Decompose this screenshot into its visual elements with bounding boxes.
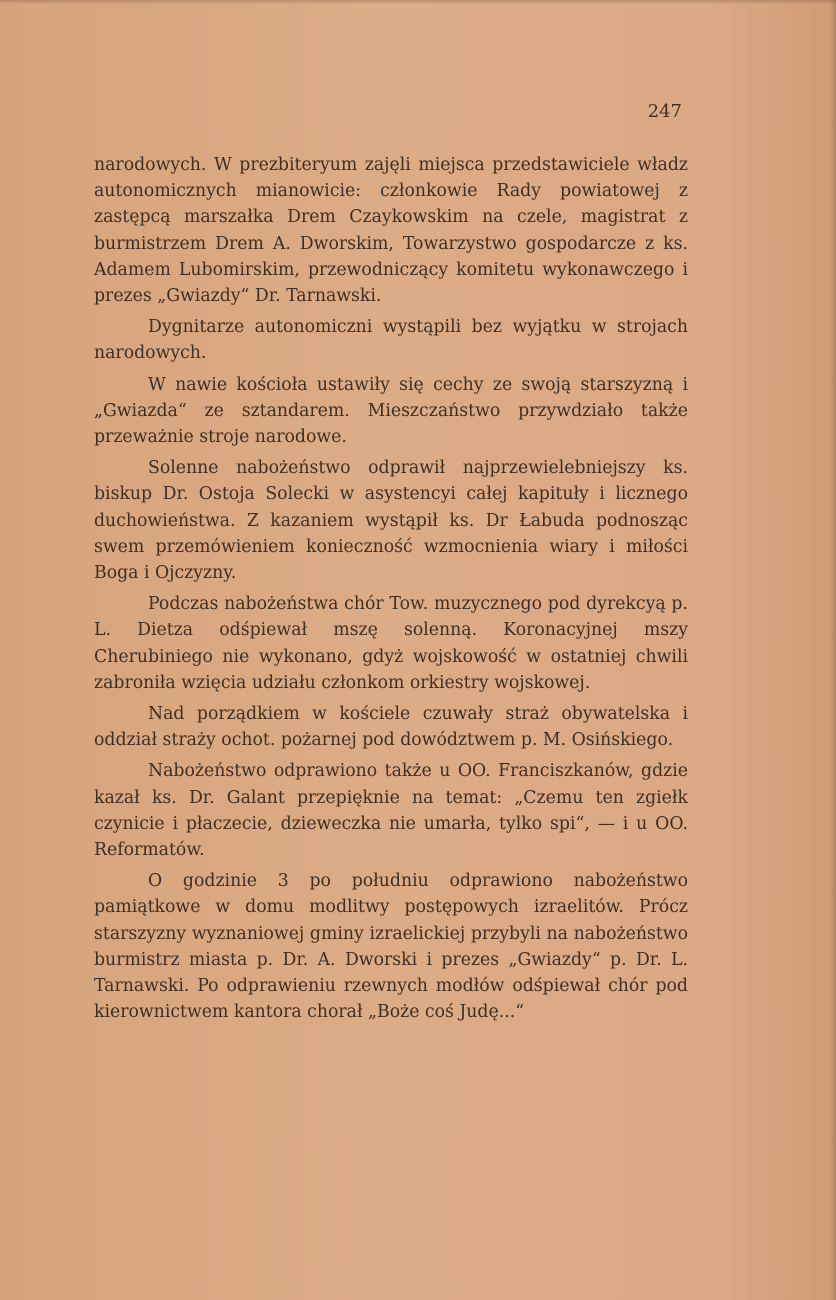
- page-top-shadow: [0, 0, 836, 4]
- paragraph-5: Podczas nabożeństwa chór Tow. muzycznego pod dyrekcyą p. L. Dietza odśpiewał mszę solenną. Koronacyjnej mszy Cherubiniego nie wykonano, gdyż wojskowość w ostatniej chwili zabroniła wzięcia udziału członkom orkiestry wojskowej.: [94, 594, 688, 693]
- paragraph-2: Dygnitarze autonomiczni wystąpili bez wyjątku w strojach narodowych.: [94, 317, 688, 364]
- paragraph-7: Nabożeństwo odprawiono także u OO. Franciszkanów, gdzie kazał ks. Dr. Galant przepięknie na temat: „Czemu ten zgiełk czynicie i płaczecie, dzieweczka nie umarła, tylko spi“, — i u OO. Reformatów.: [94, 761, 688, 861]
- paragraph-6: Nad porządkiem w kościele czuwały straż obywatelska i oddział straży ochot. pożarnej pod dowództwem p. M. Osińskiego.: [94, 704, 688, 751]
- page-number: 247: [647, 101, 682, 122]
- paragraph-8: O godzinie 3 po południu odprawiono nabożeństwo pamiątkowe w domu modlitwy postępowych izraelitów. Prócz starszyzny wyznaniowej gminy izraelickiej przybyli na nabożeństwo burmistrz miasta p. Dr. A. Dworski i prezes „Gwiazdy“ p. Dr. L. Tarnawski. Po odprawieniu rzewnych modłów odśpiewał chór pod kierownictwem kantora chorał „Boże coś Judę...“: [94, 871, 688, 1023]
- page-body-text: [94, 152, 688, 1031]
- paragraph-3: W nawie kościoła ustawiły się cechy ze swoją starszyzną i „Gwiazda“ ze sztandarem. Mieszczaństwo przywdziało także przeważnie stroje narodowe.: [94, 374, 688, 448]
- paragraph-1: narodowych. W prezbiteryum zajęli miejsca przedstawiciele władz autonomicznych mianowicie: członkowie Rady powiatowej z zastępcą marszałka Drem Czaykowskim na czele, magistrat z burmistrzem Drem A. Dworskim, Towarzystwo gospodarcze z ks. Adamem Lubomirskim, przewodniczący komitetu wykonawczego i prezes „Gwiazdy“ Dr. Tarnawski.: [94, 155, 688, 307]
- page-right-shadow: [830, 0, 836, 1300]
- paragraph-4: Solenne nabożeństwo odprawił najprzewielebniejszy ks. biskup Dr. Ostoja Solecki w asystencyi całej kapituły i licznego duchowieństwa. Z kazaniem wystąpił ks. Dr Łabuda podnosząc swem przemówieniem konieczność wzmocnienia wiary i miłości Boga i Ojczyzny.: [94, 458, 688, 584]
